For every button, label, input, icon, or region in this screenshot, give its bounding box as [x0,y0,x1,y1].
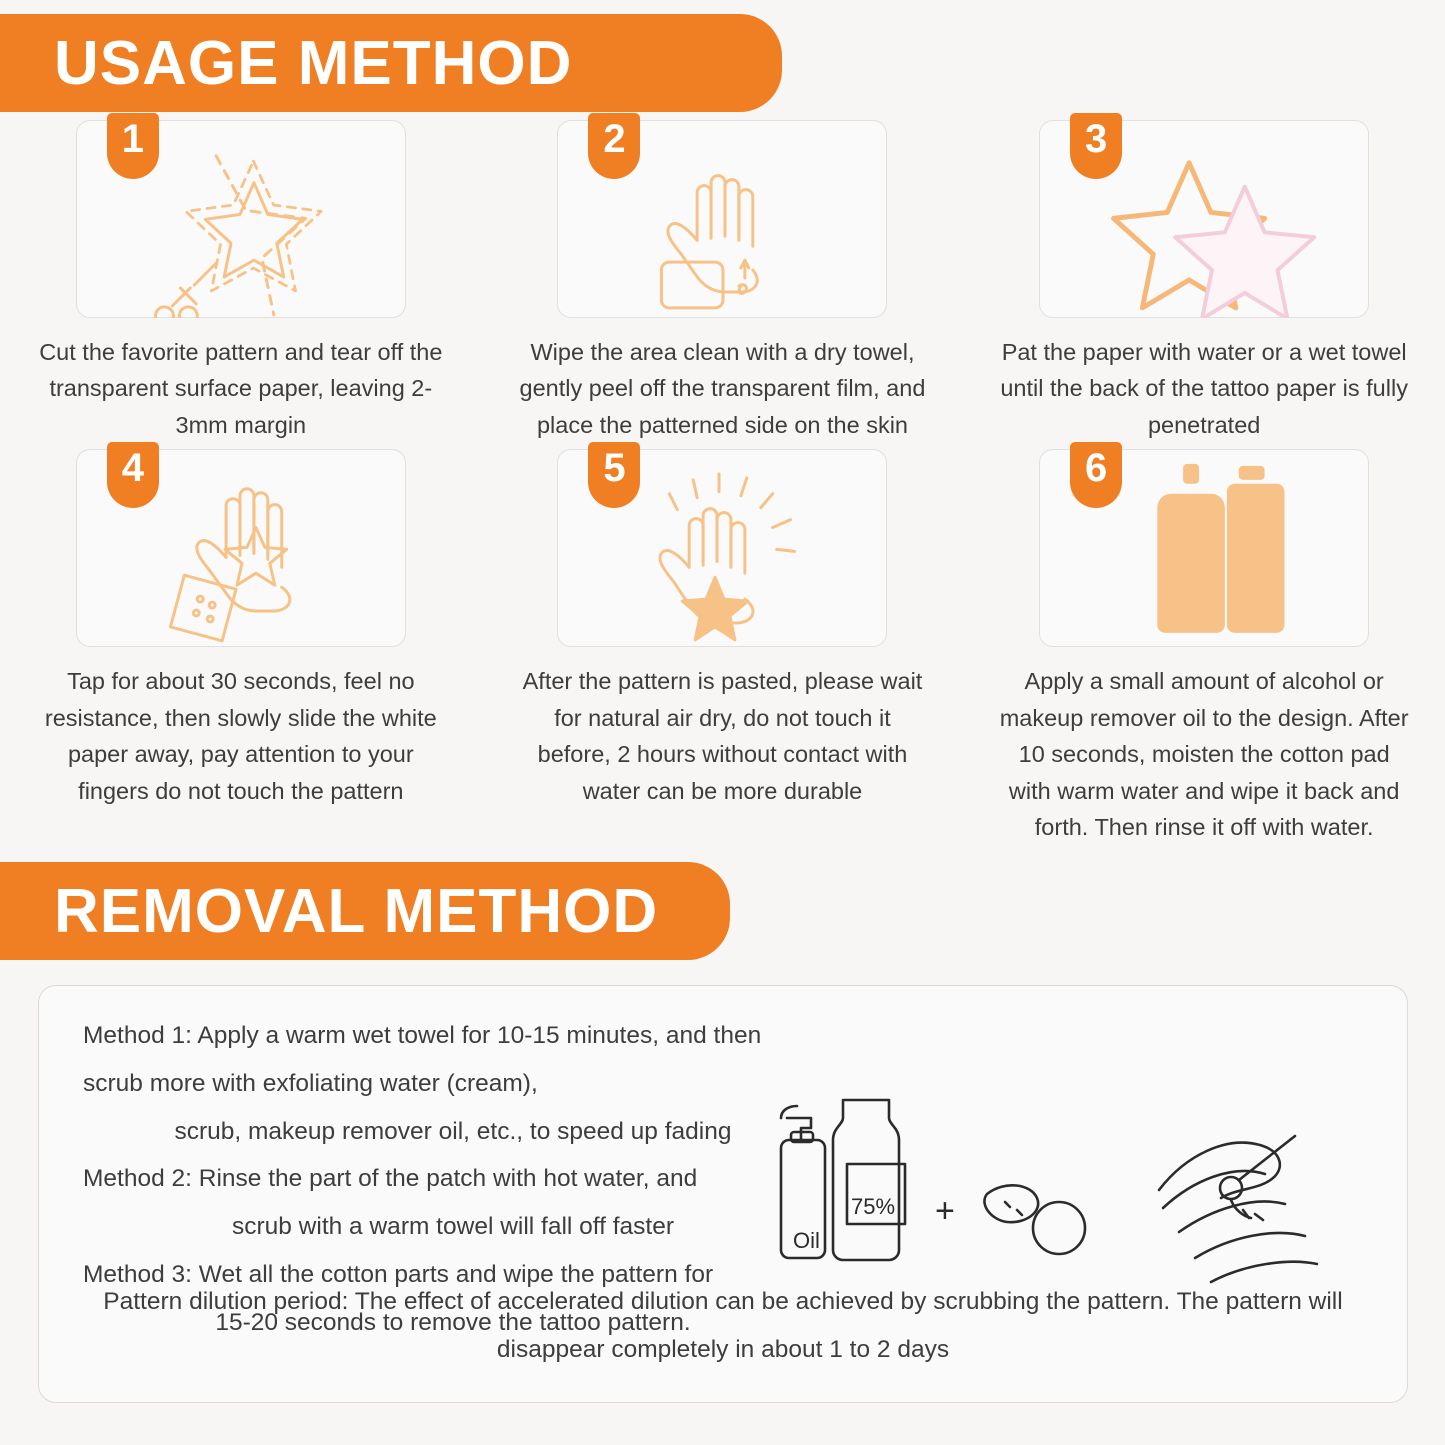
usage-step-1 [0,117,482,443]
star-cut-scissors-icon [77,121,405,318]
step-5-caption: After the pattern is pasted, please wait for natural air dry, do not touch it before, 2 hours without contact with water can be more durable [522,668,923,804]
removal-method-banner [0,862,730,960]
method-1-line-1: Method 1: Apply a warm wet towel for 10-15 minutes, and then scrub more with exfoliating water (cream), [83,1022,762,1097]
step-6-caption: Apply a small amount of alcohol or makeup remover oil to the design. After 10 seconds, moisten the cotton pad with warm water and wipe it back and forth. Then rinse it off with water. [999,668,1409,840]
alcohol-bottle-label: 75% [851,1194,896,1219]
step-3-card [1039,117,1369,318]
removal-illustration [759,1082,1379,1292]
step-1-badge: 1 [107,113,159,179]
step-2-card [557,117,887,318]
step-3-badge: 3 [1070,113,1122,179]
step-5-badge: 5 [588,442,640,508]
star-wet-paper-icon [1040,121,1368,318]
step-1-caption: Cut the favorite pattern and tear off the transparent surface paper, leaving 2-3mm margin [39,339,443,438]
step-6-card [1039,446,1369,647]
usage-method-banner [0,14,782,112]
dilution-period-line-2: The pattern will disappear completely in about 1 to 2 days [496,1288,1343,1363]
dilution-period-line-1: Pattern dilution period: The effect of accelerated dilution can be achieved by scrubbing the pattern. [103,1288,1171,1315]
removal-banner-title: REMOVAL METHOD [54,876,659,946]
oil-bottle-label: Oil [793,1228,820,1253]
step-2-badge: 2 [588,113,640,179]
hand-peel-paper-icon [77,450,405,647]
usage-steps-grid [0,117,1445,845]
hand-star-dry-icon [558,450,886,647]
usage-banner-title: USAGE METHOD [54,28,573,98]
step-6-badge: 6 [1070,442,1122,508]
step-5-card [557,446,887,647]
step-2-caption: Wipe the area clean with a dry towel, gently peel off the transparent film, and place the patterned side on the skin [519,339,926,438]
method-2-line-2: scrub with a warm towel will fall off faster [231,1213,675,1241]
usage-step-4 [0,446,482,845]
method-1-line-2: scrub, makeup remover oil, etc., to speed up fading [174,1117,732,1145]
step-3-caption: Pat the paper with water or a wet towel until the back of the tattoo paper is fully penetrated [1000,339,1408,438]
usage-step-2 [482,117,964,443]
usage-step-3 [963,117,1445,443]
method-3-line-1: Method 3: Wet all the cotton parts and wipe the pattern for [83,1260,714,1288]
method-2-line-1: Method 2: Rinse the part of the patch with hot water, and [83,1165,698,1193]
alcohol-bottles-icon [1040,450,1368,647]
step-4-card [76,446,406,647]
removal-method-box [38,985,1408,1403]
plus-sign-label: + [935,1192,955,1230]
usage-step-6 [963,446,1445,845]
step-1-card [76,117,406,318]
hand-wipe-towel-icon [558,121,886,318]
method-3-line-2: 15-20 seconds to remove the tattoo pattern. [215,1308,691,1336]
step-4-badge: 4 [107,442,159,508]
step-4-caption: Tap for about 30 seconds, feel no resistance, then slowly slide the white paper away, pay attention to your fingers do not touch the pattern [44,668,437,804]
usage-step-5 [482,446,964,845]
removal-footer [83,1278,1363,1374]
